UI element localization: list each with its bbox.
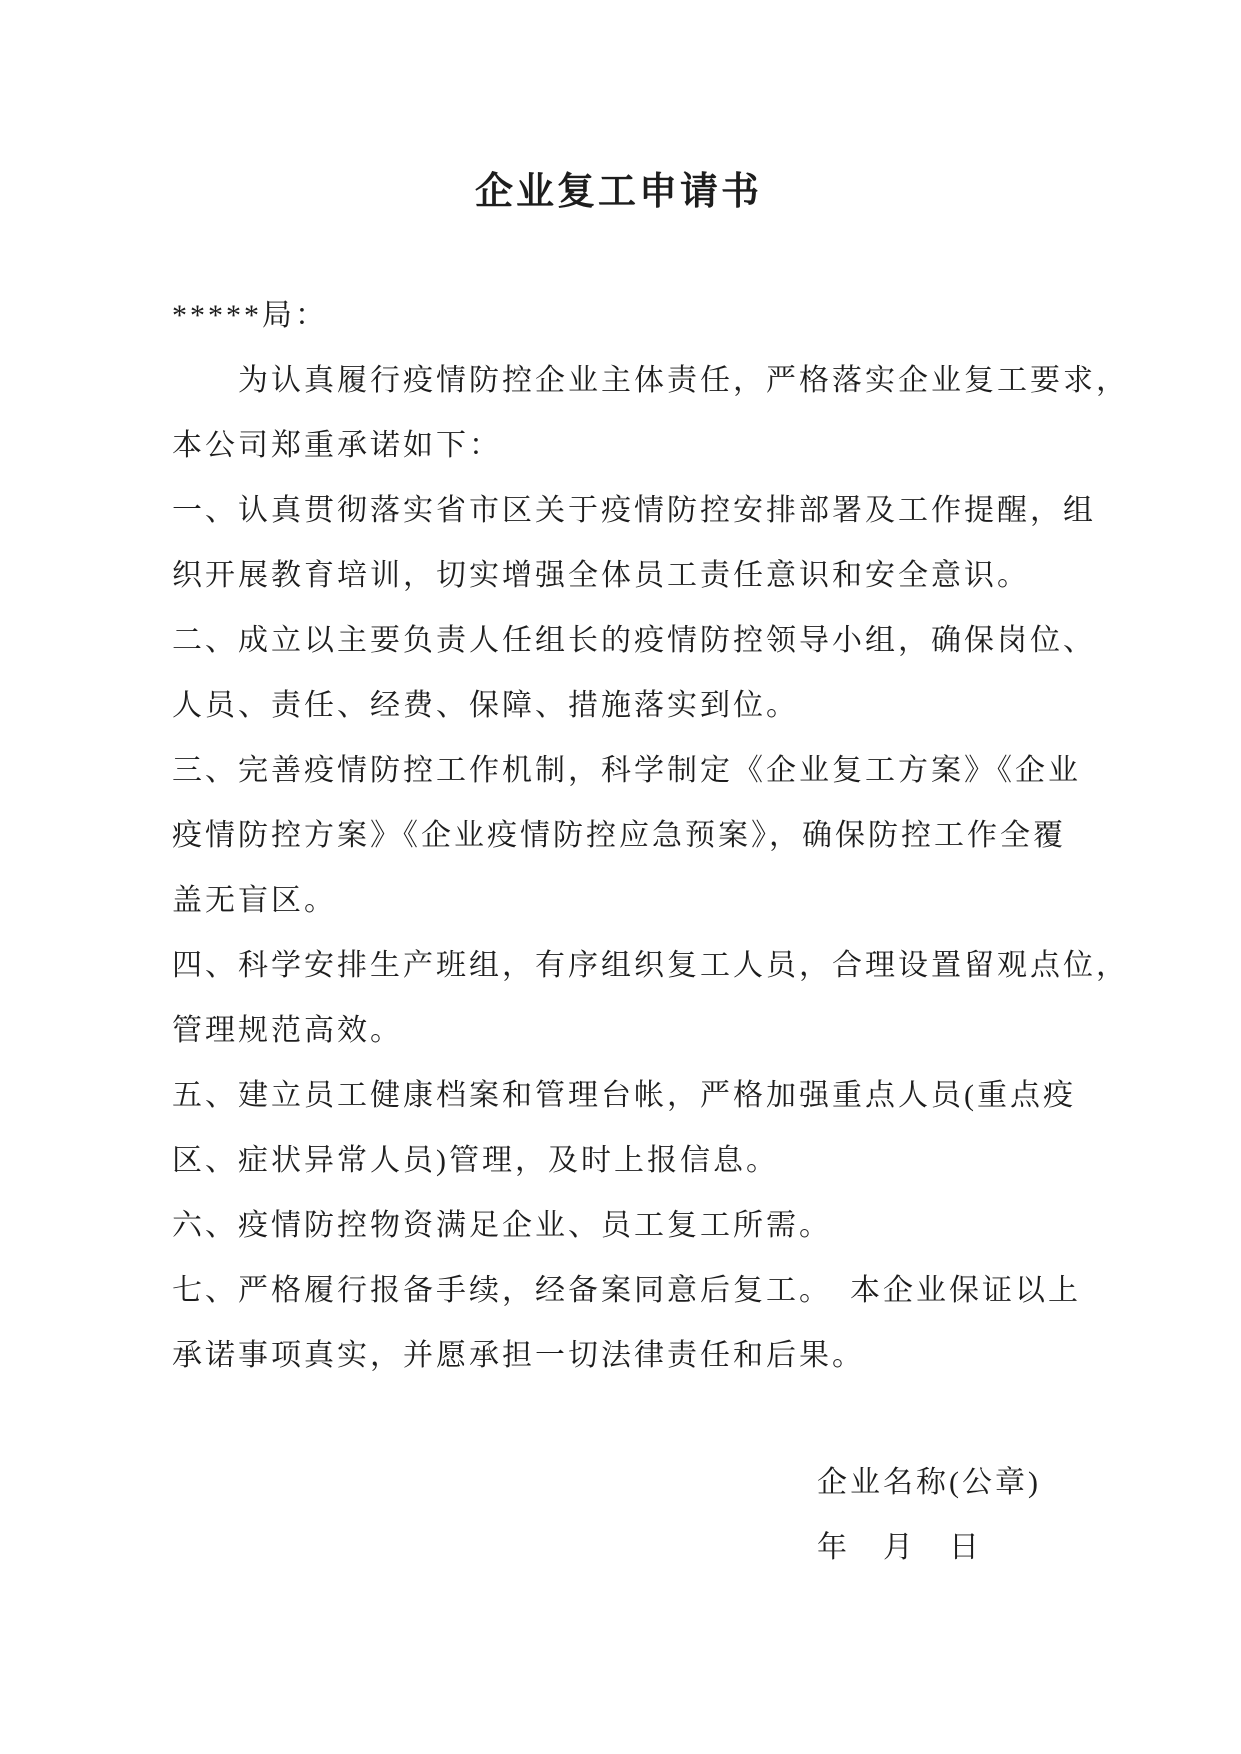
document-line: 疫情防控方案》《企业疫情防控应急预案》，确保防控工作全覆 — [172, 819, 1066, 852]
document-line: 二、成立以主要负责人任组长的疫情防控领导小组，确保岗位、 — [172, 624, 1096, 657]
document-line: 织开展教育培训，切实增强全体员工责任意识和安全意识。 — [172, 559, 1030, 592]
document-line: 一、认真贯彻落实省市区关于疫情防控安排部署及工作提醒，组 — [172, 494, 1096, 527]
signature-date-line: 年 月 日 — [817, 1531, 982, 1564]
document-line: 为认真履行疫情防控企业主体责任，严格落实企业复工要求， — [238, 364, 1129, 397]
document-line: 区、症状异常人员)管理，及时上报信息。 — [172, 1144, 779, 1177]
document-line: 六、疫情防控物资满足企业、员工复工所需。 — [172, 1209, 832, 1242]
document-line: 人员、责任、经费、保障、措施落实到位。 — [172, 689, 799, 722]
document-line: 本公司郑重承诺如下： — [172, 429, 502, 462]
document-line: 四、科学安排生产班组，有序组织复工人员，合理设置留观点位， — [172, 949, 1129, 982]
document-body — [172, 283, 1129, 1388]
signature-block — [172, 1450, 1092, 1580]
document-title: 企业复工申请书 — [474, 171, 762, 213]
document-line: *****局： — [172, 299, 328, 332]
document-line: 管理规范高效。 — [172, 1014, 403, 1047]
document-line: 五、建立员工健康档案和管理台帐，严格加强重点人员(重点疫 — [172, 1079, 1076, 1112]
document-line: 七、严格履行报备手续，经备案同意后复工。 本企业保证以上 — [172, 1274, 1081, 1307]
document-line: 三、完善疫情防控工作机制，科学制定《企业复工方案》《企业 — [172, 754, 1081, 787]
signature-company-line: 企业名称(公章) — [817, 1466, 1041, 1499]
document-line: 承诺事项真实，并愿承担一切法律责任和后果。 — [172, 1339, 865, 1372]
document-line: 盖无盲区。 — [172, 884, 337, 917]
